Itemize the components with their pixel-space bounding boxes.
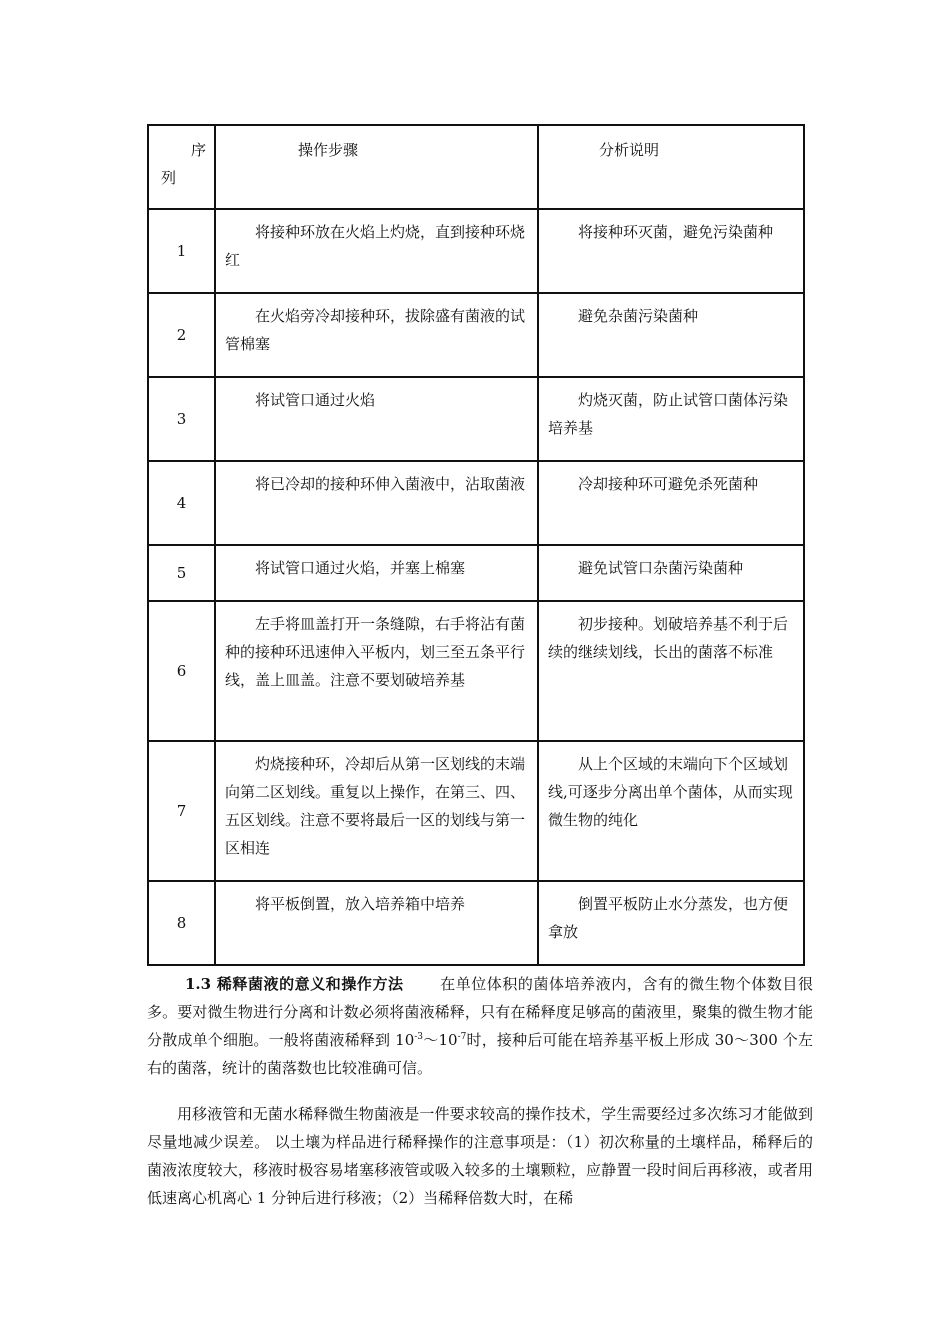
header-analysis: 分析说明 [538,125,804,209]
row-step: 将已冷却的接种环伸入菌液中，沾取菌液 [215,461,538,545]
header-step: 操作步骤 [215,125,538,209]
row-analysis: 避免试管口杂菌污染菌种 [538,545,804,601]
table-row [148,741,804,881]
row-analysis: 灼烧灭菌，防止试管口菌体污染培养基 [538,377,804,461]
row-analysis: 从上个区域的末端向下个区域划线,可逐步分离出单个菌体，从而实现微生物的纯化 [538,741,804,881]
table-row [148,293,804,377]
row-seq: 6 [148,601,215,741]
row-seq: 1 [148,209,215,293]
paragraph-1-text-b: ～10 [423,1031,458,1049]
row-seq: 4 [148,461,215,545]
header-seq-char-1: 序 [190,141,206,159]
row-seq: 7 [148,741,215,881]
row-analysis: 初步接种。划破培养基不利于后续的继续划线，长出的菌落不标准 [538,601,804,741]
row-step: 将试管口通过火焰，并塞上棉塞 [215,545,538,601]
operation-steps-table [147,124,805,966]
header-seq [148,125,215,209]
paragraph-1-text-c: 时，接种后可能在培养基平板上形成 30～300 个左右的菌落，统计的菌落数也比较准确可信。 [147,1031,813,1077]
table-row [148,377,804,461]
row-analysis: 倒置平板防止水分蒸发，也方便拿放 [538,881,804,965]
row-step: 将试管口通过火焰 [215,377,538,461]
section-paragraph-1 [147,970,813,1082]
table-row [148,461,804,545]
row-analysis: 冷却接种环可避免杀死菌种 [538,461,804,545]
header-seq-char-2: 列 [161,169,177,187]
section-paragraph-2: 用移液管和无菌水稀释微生物菌液是一件要求较高的操作技术，学生需要经过多次练习才能做到尽量地减少误差。 以土壤为样品进行稀释操作的注意事项是：（1）初次称量的土壤样品，稀释后的菌液浓度较大，移液时极容易堵塞移液管或吸入较多的土壤颗粒，应静置一段时间后再移液，或者用低速离心机离心 1 分钟后进行移液；（2）当稀释倍数大时，在稀 [147,1105,813,1207]
row-seq: 8 [148,881,215,965]
row-step: 将平板倒置，放入培养箱中培养 [215,881,538,965]
exponent-2: -7 [457,1032,467,1042]
row-seq: 2 [148,293,215,377]
row-analysis: 将接种环灭菌，避免污染菌种 [538,209,804,293]
table-row [148,601,804,741]
paragraph-1-text-a: 在单位体积的菌体培养液内，含有的微生物个体数目很多。要对微生物进行分离和计数必须将菌液稀释，只有在稀释度足够高的菌液里，聚集的微生物才能分散成单个细胞。一般将菌液稀释到 10 [147,975,813,1049]
table-row [148,545,804,601]
section-heading: 1.3 稀释菌液的意义和操作方法 [185,975,404,993]
row-step: 灼烧接种环，冷却后从第一区划线的末端向第二区划线。重复以上操作，在第三、四、五区划线。注意不要将最后一区的划线与第一区相连 [215,741,538,881]
table-header-row [148,125,804,209]
row-seq: 3 [148,377,215,461]
table-row [148,209,804,293]
table-row [148,881,804,965]
row-step: 将接种环放在火焰上灼烧，直到接种环烧红 [215,209,538,293]
row-seq: 5 [148,545,215,601]
row-step: 在火焰旁冷却接种环，拔除盛有菌液的试管棉塞 [215,293,538,377]
row-step: 左手将皿盖打开一条缝隙，右手将沾有菌种的接种环迅速伸入平板内，划三至五条平行线，盖上皿盖。注意不要划破培养基 [215,601,538,741]
row-analysis: 避免杂菌污染菌种 [538,293,804,377]
exponent-1: -3 [414,1032,424,1042]
